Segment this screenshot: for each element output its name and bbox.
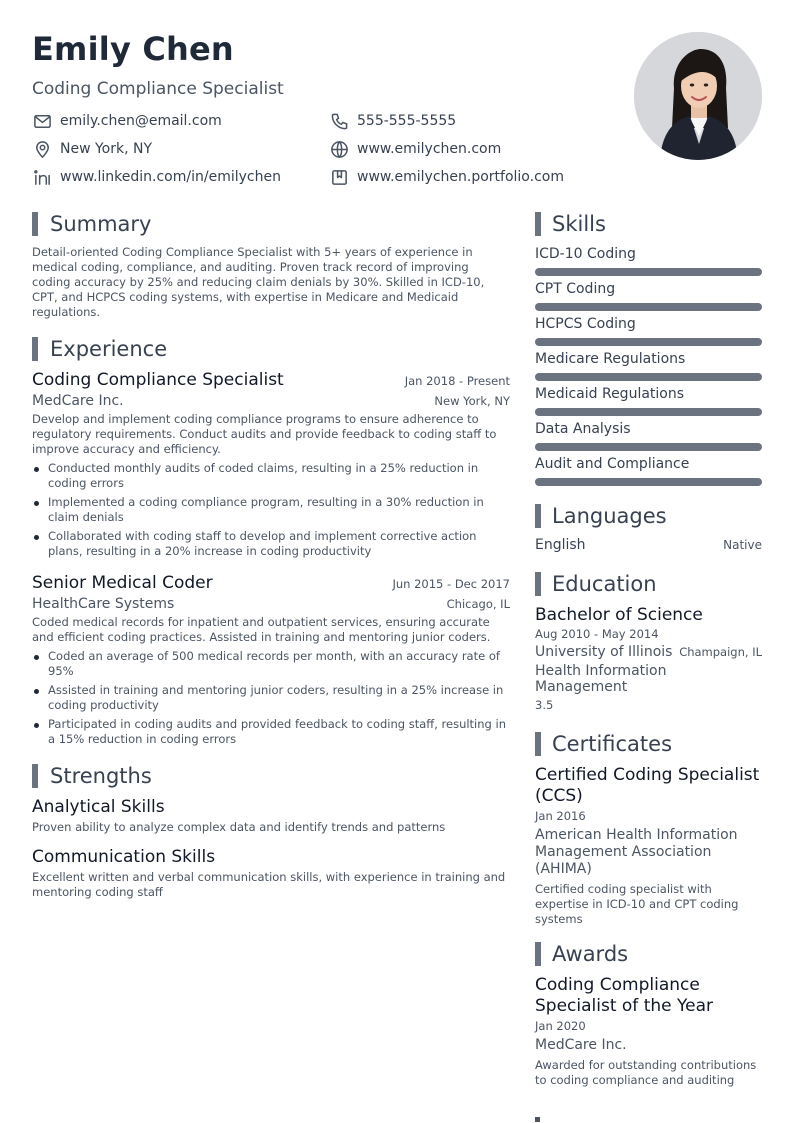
skill-name: Medicare Regulations <box>535 351 686 367</box>
education-location: Champaign, IL <box>679 645 762 659</box>
job-entry <box>32 573 510 747</box>
certificates-heading-text: Certificates <box>552 732 673 756</box>
job-company: HealthCare Systems <box>32 596 175 612</box>
list-item: Participated in coding audits and provided feedback to coding staff, resulting in a 15% reduction in coding errors <box>32 717 510 747</box>
job-location: New York, NY <box>434 394 510 408</box>
list-item: Coded an average of 500 medical records per month, with an accuracy rate of 95% <box>32 649 510 679</box>
contact-location-text: New York, NY <box>60 141 153 157</box>
job-title: Coding Compliance Specialist <box>32 370 284 390</box>
resume-title: Coding Compliance Specialist <box>32 79 284 99</box>
page-marker <box>535 1117 540 1122</box>
job-entry <box>32 370 510 559</box>
job-location: Chicago, IL <box>446 597 510 611</box>
job-bullets <box>32 649 510 747</box>
globe-icon <box>329 139 349 159</box>
language-item <box>535 537 762 553</box>
skill-level-bar <box>535 408 762 416</box>
skill-level-bar <box>535 373 762 381</box>
list-item: Collaborated with coding staff to develop and implement corrective action plans, resulting in a 20% increase in coding productivity <box>32 529 510 559</box>
skill-item <box>535 385 762 416</box>
award-date: Jan 2020 <box>535 1019 586 1033</box>
languages-heading-text: Languages <box>552 504 667 528</box>
certificate-issuer: American Health Information Management Association (AHIMA) <box>535 827 738 877</box>
section-accent-bar <box>535 732 541 756</box>
section-accent-bar <box>535 212 541 236</box>
language-level: Native <box>723 538 762 552</box>
skill-name: CPT Coding <box>535 281 616 297</box>
skill-name: ICD-10 Coding <box>535 246 636 262</box>
skill-item <box>535 280 762 311</box>
education-school: University of Illinois <box>535 644 673 660</box>
skill-name: Medicaid Regulations <box>535 386 685 402</box>
education-field: Health Information Management <box>535 663 667 695</box>
strengths-section <box>32 763 510 900</box>
contact-portfolio[interactable] <box>329 167 612 187</box>
skill-item <box>535 455 762 486</box>
contact-website[interactable] <box>329 139 612 159</box>
list-item: Assisted in training and mentoring junior coders, resulting in a 25% increase in coding productivity <box>32 683 510 713</box>
contact-website-text: www.emilychen.com <box>357 141 502 157</box>
skill-level-bar <box>535 338 762 346</box>
awards-heading <box>535 941 762 967</box>
certificates-heading <box>535 731 762 757</box>
language-name: English <box>535 537 586 553</box>
summary-section <box>32 211 510 320</box>
left-column <box>32 211 510 900</box>
location-pin-icon <box>32 139 52 159</box>
contact-phone[interactable] <box>329 111 612 131</box>
certificate-date: Jan 2016 <box>535 809 586 823</box>
strength-text: Proven ability to analyze complex data and identify trends and patterns <box>32 820 446 834</box>
strength-item <box>32 797 510 835</box>
experience-heading <box>32 336 510 362</box>
contact-email-text: emily.chen@email.com <box>60 113 222 129</box>
education-section <box>535 571 762 712</box>
certificates-section <box>535 731 762 927</box>
section-accent-bar <box>535 942 541 966</box>
strengths-heading <box>32 763 510 789</box>
skills-heading <box>535 211 762 237</box>
education-degree: Bachelor of Science <box>535 605 703 625</box>
job-dates: Jun 2015 - Dec 2017 <box>392 577 510 591</box>
job-dates: Jan 2018 - Present <box>404 374 510 388</box>
section-accent-bar <box>32 337 38 361</box>
skill-level-bar <box>535 303 762 311</box>
skill-level-bar <box>535 443 762 451</box>
awards-section <box>535 941 762 1088</box>
skill-name: Audit and Compliance <box>535 456 690 472</box>
resume-name: Emily Chen <box>32 30 234 68</box>
email-icon <box>32 111 52 131</box>
contact-list <box>32 111 612 187</box>
summary-text: Detail-oriented Coding Compliance Specialist with 5+ years of experience in medical coding, compliance, and auditing. Proven track record of improving coding accuracy by 25% and reducing claim denials by 30%. Skilled in ICD-10, CPT, and HCPCS coding systems, with expertise in Medicare and Medicaid regulations. <box>32 245 485 319</box>
list-item: Conducted monthly audits of coded claims, resulting in a 25% reduction in coding errors <box>32 461 510 491</box>
section-accent-bar <box>535 504 541 528</box>
skill-item <box>535 245 762 276</box>
section-accent-bar <box>32 764 38 788</box>
list-item: Implemented a coding compliance program, resulting in a 30% reduction in claim denials <box>32 495 510 525</box>
contact-email[interactable] <box>32 111 329 131</box>
award-description: Awarded for outstanding contributions to coding compliance and auditing <box>535 1058 757 1087</box>
profile-photo-image <box>634 32 762 160</box>
award-title: Coding Compliance Specialist of the Year <box>535 975 713 1016</box>
certificate-title: Certified Coding Specialist (CCS) <box>535 765 760 806</box>
job-description: Coded medical records for inpatient and outpatient services, ensuring accurate and efficient coding practices. Assisted in training and mentoring junior coders. <box>32 615 491 644</box>
contact-portfolio-text: www.emilychen.portfolio.com <box>357 169 564 185</box>
skill-item <box>535 315 762 346</box>
skill-level-bar <box>535 478 762 486</box>
strength-text: Excellent written and verbal communication skills, with experience in training and mentoring coding staff <box>32 870 506 899</box>
skill-name: Data Analysis <box>535 421 631 437</box>
strength-title: Communication Skills <box>32 847 216 867</box>
strengths-heading-text: Strengths <box>50 764 152 788</box>
contact-location <box>32 139 329 159</box>
skill-item <box>535 420 762 451</box>
education-gpa: 3.5 <box>535 698 554 712</box>
summary-heading <box>32 211 510 237</box>
strength-title: Analytical Skills <box>32 797 165 817</box>
experience-section <box>32 336 510 747</box>
bookmark-icon <box>329 167 349 187</box>
summary-heading-text: Summary <box>50 212 152 236</box>
skill-name: HCPCS Coding <box>535 316 636 332</box>
contact-phone-text: 555-555-5555 <box>357 113 457 129</box>
section-accent-bar <box>32 212 38 236</box>
profile-photo <box>634 32 762 160</box>
education-heading-text: Education <box>552 572 657 596</box>
linkedin-icon <box>32 167 52 187</box>
awards-heading-text: Awards <box>552 942 629 966</box>
job-bullets <box>32 461 510 559</box>
job-company: MedCare Inc. <box>32 393 124 409</box>
contact-linkedin-text: www.linkedin.com/in/emilychen <box>60 169 281 185</box>
award-issuer: MedCare Inc. <box>535 1037 627 1053</box>
skill-item <box>535 350 762 381</box>
skills-section <box>535 211 762 486</box>
experience-heading-text: Experience <box>50 337 168 361</box>
right-column <box>535 211 762 1088</box>
education-dates: Aug 2010 - May 2014 <box>535 627 659 641</box>
skills-list <box>535 245 762 486</box>
section-accent-bar <box>535 572 541 596</box>
languages-heading <box>535 503 762 529</box>
strength-item <box>32 847 510 900</box>
skills-heading-text: Skills <box>552 212 606 236</box>
certificate-description: Certified coding specialist with expertise in ICD-10 and CPT coding systems <box>535 882 739 926</box>
job-title: Senior Medical Coder <box>32 573 213 593</box>
job-description: Develop and implement coding compliance programs to ensure adherence to regulatory requirements. Conduct audits and provide feedback to coding staff to improve accuracy and efficiency. <box>32 412 497 456</box>
contact-linkedin[interactable] <box>32 167 329 187</box>
phone-icon <box>329 111 349 131</box>
education-heading <box>535 571 762 597</box>
skill-level-bar <box>535 268 762 276</box>
languages-section <box>535 503 762 553</box>
